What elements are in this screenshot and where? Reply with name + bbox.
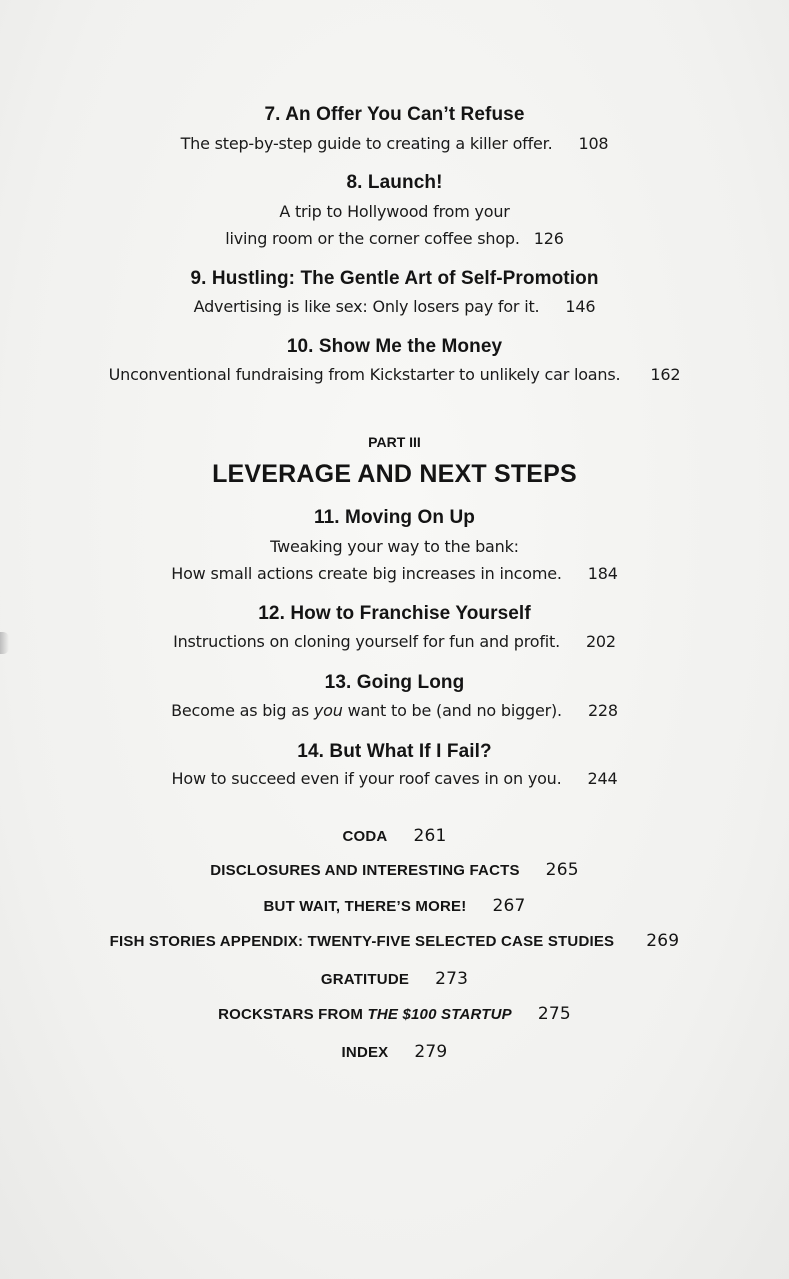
fish-stories-page: 269 [646,931,680,951]
chapter-12-desc: Instructions on cloning yourself for fun and profit. [173,632,560,651]
chapter-8-desc-line1: A trip to Hollywood from your [279,202,510,221]
chapter-7-page: 108 [578,134,609,153]
chapter-14-desc: How to succeed even if your roof caves in on you. [171,769,562,788]
chapter-9-title: 9. Hustling: The Gentle Art of Self-Promotion [190,268,599,289]
back-matter-rockstars [0,1004,789,1024]
part-3-title: LEVERAGE AND NEXT STEPS [212,460,577,488]
chapter-10-title: 10. Show Me the Money [286,336,503,357]
back-matter-index [0,1042,789,1062]
back-matter-gratitude [0,969,789,989]
chapter-12-page: 202 [585,632,616,651]
gratitude-page: 273 [435,969,469,989]
chapter-9-entry [0,297,789,316]
index-page: 279 [414,1042,448,1062]
chapter-10-entry [0,365,789,384]
chapter-12-title: 12. How to Franchise Yourself [258,603,531,624]
more-page: 267 [492,896,526,916]
chapter-11-title: 11. Moving On Up [313,507,475,528]
chapter-13-desc-end: want to be (and no bigger). [342,701,562,720]
gratitude-title: GRATITUDE [320,971,410,988]
back-matter-fish-stories [0,931,789,951]
chapter-11-desc-line1: Tweaking your way to the bank: [270,537,519,556]
fish-stories-title: FISH STORIES APPENDIX: TWENTY-FIVE SELECTED CASE STUDIES [109,933,615,950]
disclosures-title: DISCLOSURES AND INTERESTING FACTS [210,862,520,879]
page-edge-mark [0,632,9,654]
chapter-10-desc: Unconventional fundraising from Kickstarter to unlikely car loans. [108,365,621,384]
chapter-9-page: 146 [565,297,596,316]
chapter-13-desc-emphasis: you [313,701,343,720]
chapter-8-desc-line2: living room or the corner coffee shop. [225,229,520,248]
rockstars-page: 275 [537,1004,571,1024]
chapter-14-title: 14. But What If I Fail? [297,741,492,762]
chapter-8-title: 8. Launch! [346,172,443,193]
chapter-7-desc: The step-by-step guide to creating a killer offer. [180,134,553,153]
chapter-13-title: 13. Going Long [324,672,465,693]
chapter-8-page: 126 [533,229,564,248]
chapter-11-desc-line2: How small actions create big increases in income. [171,564,562,583]
chapter-12-entry [0,632,789,651]
index-title: INDEX [341,1044,389,1061]
chapter-9-desc: Advertising is like sex: Only losers pay for it. [193,297,540,316]
back-matter-coda [0,826,789,846]
coda-title: CODA [342,828,388,845]
rockstars-title-start: ROCKSTARS FROM [218,1006,368,1023]
rockstars-title-book: THE $100 STARTUP [367,1006,512,1023]
chapter-14-entry [0,769,789,788]
back-matter-disclosures [0,860,789,880]
coda-page: 261 [413,826,447,846]
part-3-label: PART III [368,434,421,450]
back-matter-more [0,896,789,916]
chapter-13-desc-start: Become as big as [171,701,314,720]
chapter-11-entry [0,564,789,583]
chapter-11-page: 184 [587,564,618,583]
chapter-7-entry [0,134,789,153]
chapter-14-page: 244 [587,769,618,788]
more-title: BUT WAIT, THERE’S MORE! [263,898,467,915]
chapter-13-entry [0,701,789,720]
chapter-13-page: 228 [587,701,618,720]
chapter-8-entry [0,229,789,248]
disclosures-page: 265 [545,860,579,880]
chapter-7-title: 7. An Offer You Can’t Refuse [264,104,525,125]
chapter-10-page: 162 [650,365,681,384]
